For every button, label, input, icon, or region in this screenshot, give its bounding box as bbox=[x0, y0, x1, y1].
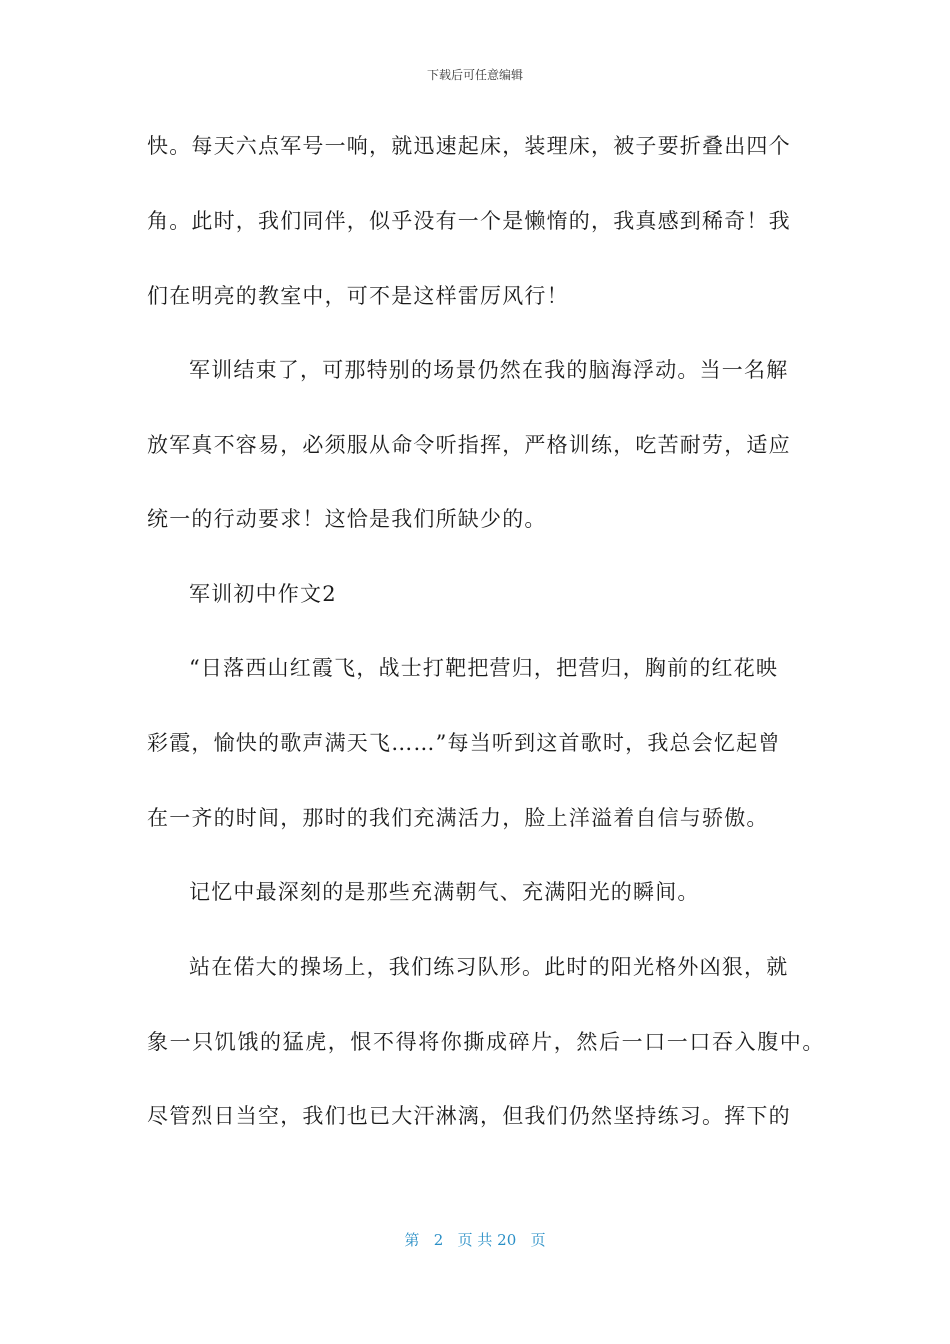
body-line: 彩霞，愉快的歌声满天飞……”每当听到这首歌时，我总会忆起曾 bbox=[147, 731, 781, 755]
body-line: 在一齐的时间，那时的我们充满活力，脸上洋溢着自信与骄傲。 bbox=[147, 806, 769, 830]
footer-page-number: 2 bbox=[433, 1231, 444, 1249]
body-line: 记忆中最深刻的是那些充满朝气、充满阳光的瞬间。 bbox=[189, 880, 700, 904]
body-line: 快。每天六点军号一响，就迅速起床，装理床，被子要折叠出四个 bbox=[147, 134, 791, 158]
section-heading: 军训初中作文2 bbox=[189, 582, 337, 606]
body-line: “日落西山红霞飞，战士打靶把营归，把营归，胸前的红花映 bbox=[189, 656, 779, 680]
body-line: 统一的行动要求！这恰是我们所缺少的。 bbox=[147, 507, 547, 531]
body-line: 军训结束了，可那特别的场景仍然在我的脑海浮动。当一名解 bbox=[189, 358, 789, 382]
footer-mid: 页 共 bbox=[457, 1231, 493, 1249]
page-footer bbox=[0, 1229, 950, 1250]
body-line: 站在偌大的操场上，我们练习队形。此时的阳光格外凶狠，就 bbox=[189, 955, 789, 979]
body-line: 尽管烈日当空，我们也已大汗淋漓，但我们仍然坚持练习。挥下的 bbox=[147, 1104, 791, 1128]
footer-suffix: 页 bbox=[530, 1231, 546, 1249]
footer-prefix: 第 bbox=[404, 1231, 420, 1249]
page-header: 下载后可任意编辑 bbox=[426, 68, 523, 82]
footer-total-pages: 20 bbox=[497, 1231, 517, 1249]
body-line: 角。此时，我们同伴，似乎没有一个是懒惰的，我真感到稀奇！我 bbox=[147, 209, 791, 233]
body-line: 放军真不容易，必须服从命令听指挥，严格训练，吃苦耐劳，适应 bbox=[147, 433, 791, 457]
body-line: 象一只饥饿的猛虎，恨不得将你撕成碎片，然后一口一口吞入腹中。 bbox=[147, 1030, 825, 1054]
body-line: 们在明亮的教室中，可不是这样雷厉风行！ bbox=[147, 284, 569, 308]
